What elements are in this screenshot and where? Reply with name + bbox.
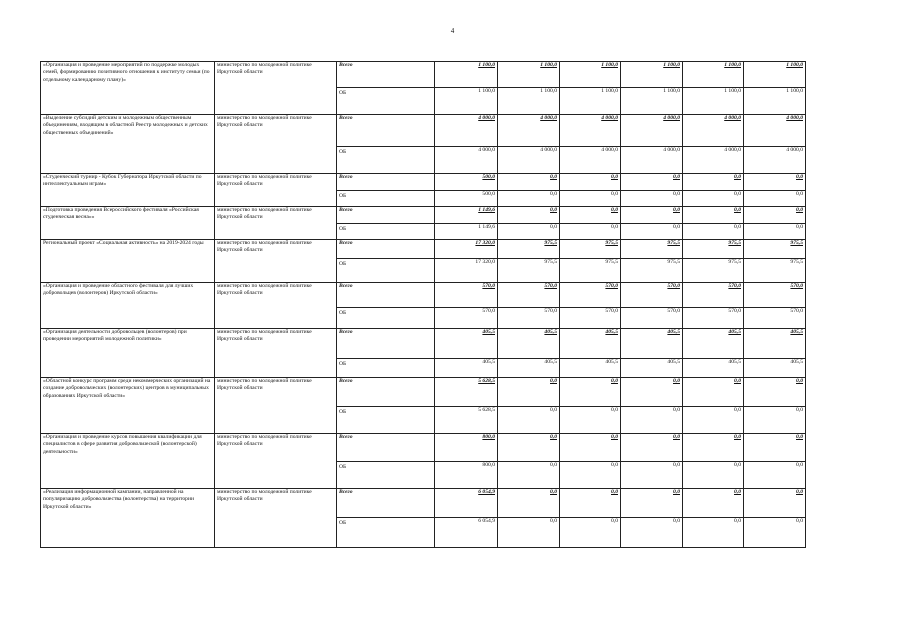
regional-value-cell: 570,0 bbox=[498, 308, 560, 329]
total-value-cell: 975,5 bbox=[744, 240, 806, 259]
regional-value-cell: 1 100,0 bbox=[683, 88, 744, 115]
funding-source-regional: ОБ bbox=[337, 359, 435, 378]
regional-value-cell: 0,0 bbox=[621, 191, 683, 207]
regional-value-cell: 6 054,9 bbox=[435, 518, 498, 548]
total-value-cell: 6 054,9 bbox=[435, 489, 498, 518]
funding-source-total: Всего bbox=[337, 240, 435, 259]
total-value-cell: 0,0 bbox=[744, 378, 806, 407]
responsible-org: министерство по молодежной политике Иркутской области bbox=[215, 329, 337, 378]
regional-value-cell: 0,0 bbox=[498, 518, 560, 548]
regional-value-cell: 975,5 bbox=[744, 259, 806, 283]
total-value-cell: 570,0 bbox=[560, 283, 621, 308]
regional-value-cell: 0,0 bbox=[683, 224, 744, 240]
regional-value-cell: 405,5 bbox=[683, 359, 744, 378]
total-value-cell: 0,0 bbox=[560, 174, 621, 191]
funding-source-regional: ОБ bbox=[337, 191, 435, 207]
regional-value-cell: 1 100,0 bbox=[560, 88, 621, 115]
total-value-cell: 1 149,6 bbox=[435, 207, 498, 224]
responsible-org: министерство по молодежной политике Иркутской области bbox=[215, 115, 337, 174]
regional-value-cell: 0,0 bbox=[621, 407, 683, 434]
regional-value-cell: 4 000,0 bbox=[498, 147, 560, 174]
total-value-cell: 0,0 bbox=[621, 489, 683, 518]
total-value-cell: 17 320,0 bbox=[435, 240, 498, 259]
activity-name: «Реализация информационной кампании, направленной на популяризацию добровольчества (волонтерства) на территории Иркутской области» bbox=[41, 489, 215, 548]
regional-value-cell: 570,0 bbox=[560, 308, 621, 329]
total-value-cell: 0,0 bbox=[498, 434, 560, 462]
total-value-cell: 1 100,0 bbox=[744, 62, 806, 88]
funding-source-total: Всего bbox=[337, 62, 435, 88]
responsible-org: министерство по молодежной политике Иркутской области bbox=[215, 240, 337, 283]
table-row bbox=[41, 207, 806, 224]
total-value-cell: 0,0 bbox=[498, 174, 560, 191]
total-value-cell: 1 100,0 bbox=[683, 62, 744, 88]
regional-value-cell: 1 149,6 bbox=[435, 224, 498, 240]
regional-value-cell: 0,0 bbox=[683, 191, 744, 207]
table-row bbox=[41, 115, 806, 147]
regional-value-cell: 1 100,0 bbox=[498, 88, 560, 115]
total-value-cell: 0,0 bbox=[560, 207, 621, 224]
total-value-cell: 1 100,0 bbox=[560, 62, 621, 88]
regional-value-cell: 500,0 bbox=[435, 191, 498, 207]
regional-value-cell: 0,0 bbox=[621, 518, 683, 548]
total-value-cell: 0,0 bbox=[683, 489, 744, 518]
total-value-cell: 0,0 bbox=[683, 207, 744, 224]
funding-source-regional: ОБ bbox=[337, 147, 435, 174]
table-row bbox=[41, 174, 806, 191]
total-value-cell: 4 000,0 bbox=[683, 115, 744, 147]
regional-value-cell: 4 000,0 bbox=[683, 147, 744, 174]
table-row bbox=[41, 434, 806, 462]
funding-source-regional: ОБ bbox=[337, 407, 435, 434]
regional-value-cell: 4 000,0 bbox=[621, 147, 683, 174]
total-value-cell: 0,0 bbox=[560, 434, 621, 462]
activity-name: «Организация деятельности добровольцев (волонтеров) при проведении мероприятий молодежной политики» bbox=[41, 329, 215, 378]
total-value-cell: 0,0 bbox=[621, 434, 683, 462]
regional-value-cell: 0,0 bbox=[498, 224, 560, 240]
table-row bbox=[41, 62, 806, 88]
total-value-cell: 5 628,5 bbox=[435, 378, 498, 407]
funding-source-total: Всего bbox=[337, 207, 435, 224]
regional-value-cell: 4 000,0 bbox=[560, 147, 621, 174]
total-value-cell: 0,0 bbox=[683, 378, 744, 407]
total-value-cell: 405,5 bbox=[435, 329, 498, 359]
table-row bbox=[41, 283, 806, 308]
funding-source-regional: ОБ bbox=[337, 88, 435, 115]
responsible-org: министерство по молодежной политике Иркутской области bbox=[215, 434, 337, 489]
regional-value-cell: 0,0 bbox=[560, 462, 621, 489]
table-body bbox=[41, 62, 806, 548]
activity-name: «Студенческий турнир - Кубок Губернатора Иркутской области по интеллектуальным играм» bbox=[41, 174, 215, 207]
total-value-cell: 0,0 bbox=[621, 378, 683, 407]
regional-value-cell: 570,0 bbox=[435, 308, 498, 329]
funding-source-total: Всего bbox=[337, 434, 435, 462]
total-value-cell: 0,0 bbox=[560, 378, 621, 407]
total-value-cell: 405,5 bbox=[560, 329, 621, 359]
total-value-cell: 975,5 bbox=[560, 240, 621, 259]
regional-value-cell: 1 100,0 bbox=[435, 88, 498, 115]
total-value-cell: 0,0 bbox=[744, 489, 806, 518]
total-value-cell: 0,0 bbox=[498, 378, 560, 407]
regional-value-cell: 1 100,0 bbox=[744, 88, 806, 115]
responsible-org: министерство по молодежной политике Иркутской области bbox=[215, 174, 337, 207]
regional-value-cell: 17 320,0 bbox=[435, 259, 498, 283]
total-value-cell: 405,5 bbox=[744, 329, 806, 359]
table-row bbox=[41, 329, 806, 359]
total-value-cell: 4 000,0 bbox=[560, 115, 621, 147]
activity-name: «Организация и проведение курсов повышения квалификации для специалистов в сфере развития добровольческой (волонтерской) деятельности» bbox=[41, 434, 215, 489]
total-value-cell: 975,5 bbox=[498, 240, 560, 259]
total-value-cell: 570,0 bbox=[744, 283, 806, 308]
total-value-cell: 0,0 bbox=[744, 174, 806, 191]
total-value-cell: 4 000,0 bbox=[621, 115, 683, 147]
regional-value-cell: 975,5 bbox=[621, 259, 683, 283]
total-value-cell: 500,0 bbox=[435, 174, 498, 191]
table-row bbox=[41, 240, 806, 259]
regional-value-cell: 0,0 bbox=[560, 191, 621, 207]
total-value-cell: 4 000,0 bbox=[435, 115, 498, 147]
regional-value-cell: 0,0 bbox=[560, 224, 621, 240]
regional-value-cell: 975,5 bbox=[498, 259, 560, 283]
regional-value-cell: 0,0 bbox=[560, 407, 621, 434]
regional-value-cell: 0,0 bbox=[621, 462, 683, 489]
regional-value-cell: 0,0 bbox=[498, 407, 560, 434]
responsible-org: министерство по молодежной политике Иркутской области bbox=[215, 62, 337, 115]
responsible-org: министерство по молодежной политике Иркутской области bbox=[215, 207, 337, 240]
total-value-cell: 4 000,0 bbox=[498, 115, 560, 147]
funding-source-total: Всего bbox=[337, 283, 435, 308]
regional-value-cell: 975,5 bbox=[683, 259, 744, 283]
total-value-cell: 405,5 bbox=[621, 329, 683, 359]
regional-value-cell: 0,0 bbox=[683, 518, 744, 548]
total-value-cell: 975,5 bbox=[683, 240, 744, 259]
regional-value-cell: 800,0 bbox=[435, 462, 498, 489]
funding-source-total: Всего bbox=[337, 329, 435, 359]
regional-value-cell: 0,0 bbox=[744, 518, 806, 548]
activity-name: «Организация и проведение областного фестиваля для лучших добровольцев (волонтеров) Иркутской области» bbox=[41, 283, 215, 329]
regional-value-cell: 4 000,0 bbox=[744, 147, 806, 174]
responsible-org: министерство по молодежной политике Иркутской области bbox=[215, 489, 337, 548]
funding-source-regional: ОБ bbox=[337, 224, 435, 240]
regional-value-cell: 0,0 bbox=[683, 407, 744, 434]
total-value-cell: 570,0 bbox=[498, 283, 560, 308]
regional-value-cell: 570,0 bbox=[744, 308, 806, 329]
page-number: 4 bbox=[450, 27, 455, 35]
regional-value-cell: 405,5 bbox=[621, 359, 683, 378]
regional-value-cell: 570,0 bbox=[683, 308, 744, 329]
regional-value-cell: 405,5 bbox=[498, 359, 560, 378]
total-value-cell: 0,0 bbox=[744, 207, 806, 224]
funding-source-regional: ОБ bbox=[337, 462, 435, 489]
total-value-cell: 0,0 bbox=[560, 489, 621, 518]
funding-source-total: Всего bbox=[337, 489, 435, 518]
regional-value-cell: 0,0 bbox=[683, 462, 744, 489]
regional-value-cell: 405,5 bbox=[435, 359, 498, 378]
regional-value-cell: 0,0 bbox=[498, 462, 560, 489]
total-value-cell: 0,0 bbox=[744, 434, 806, 462]
regional-value-cell: 0,0 bbox=[498, 191, 560, 207]
regional-value-cell: 405,5 bbox=[744, 359, 806, 378]
funding-source-total: Всего bbox=[337, 115, 435, 147]
activity-name: «Областной конкурс программ среди некоммерческих организаций на создание добровольческих (волонтерских) центров в муниципальных образованиях Иркутской области» bbox=[41, 378, 215, 434]
regional-value-cell: 4 000,0 bbox=[435, 147, 498, 174]
regional-value-cell: 405,5 bbox=[560, 359, 621, 378]
total-value-cell: 4 000,0 bbox=[744, 115, 806, 147]
total-value-cell: 0,0 bbox=[683, 174, 744, 191]
regional-value-cell: 570,0 bbox=[621, 308, 683, 329]
table-row bbox=[41, 378, 806, 407]
total-value-cell: 405,5 bbox=[498, 329, 560, 359]
funding-source-regional: ОБ bbox=[337, 518, 435, 548]
total-value-cell: 570,0 bbox=[683, 283, 744, 308]
regional-value-cell: 0,0 bbox=[744, 191, 806, 207]
total-value-cell: 0,0 bbox=[621, 174, 683, 191]
total-value-cell: 0,0 bbox=[498, 207, 560, 224]
responsible-org: министерство по молодежной политике Иркутской области bbox=[215, 283, 337, 329]
total-value-cell: 975,5 bbox=[621, 240, 683, 259]
responsible-org: министерство по молодежной политике Иркутской области bbox=[215, 378, 337, 434]
regional-value-cell: 0,0 bbox=[744, 407, 806, 434]
funding-source-regional: ОБ bbox=[337, 308, 435, 329]
activity-name: «Выделение субсидий детским и молодежным общественным объединениям, входящим в областной Реестр молодежных и детских общественных объединений» bbox=[41, 115, 215, 174]
funding-source-total: Всего bbox=[337, 174, 435, 191]
total-value-cell: 1 100,0 bbox=[498, 62, 560, 88]
total-value-cell: 570,0 bbox=[621, 283, 683, 308]
regional-value-cell: 975,5 bbox=[560, 259, 621, 283]
regional-value-cell: 0,0 bbox=[744, 224, 806, 240]
total-value-cell: 1 100,0 bbox=[621, 62, 683, 88]
regional-value-cell: 0,0 bbox=[560, 518, 621, 548]
total-value-cell: 405,5 bbox=[683, 329, 744, 359]
regional-value-cell: 0,0 bbox=[744, 462, 806, 489]
activity-name: «Подготовка проведения Всероссийского фестиваля «Российская студенческая весна»» bbox=[41, 207, 215, 240]
budget-table bbox=[40, 61, 806, 548]
regional-value-cell: 5 628,5 bbox=[435, 407, 498, 434]
total-value-cell: 0,0 bbox=[621, 207, 683, 224]
activity-name: Региональный проект «Социальная активность» на 2019-2024 годы bbox=[41, 240, 215, 283]
regional-value-cell: 0,0 bbox=[621, 224, 683, 240]
funding-source-regional: ОБ bbox=[337, 259, 435, 283]
total-value-cell: 0,0 bbox=[683, 434, 744, 462]
total-value-cell: 570,0 bbox=[435, 283, 498, 308]
total-value-cell: 800,0 bbox=[435, 434, 498, 462]
table-row bbox=[41, 489, 806, 518]
activity-name: «Организация и проведение мероприятий по поддержке молодых семей, формированию позитивного отношения к институту семьи (по отдельному календарному плану)» bbox=[41, 62, 215, 115]
regional-value-cell: 1 100,0 bbox=[621, 88, 683, 115]
total-value-cell: 1 100,0 bbox=[435, 62, 498, 88]
total-value-cell: 0,0 bbox=[498, 489, 560, 518]
funding-source-total: Всего bbox=[337, 378, 435, 407]
